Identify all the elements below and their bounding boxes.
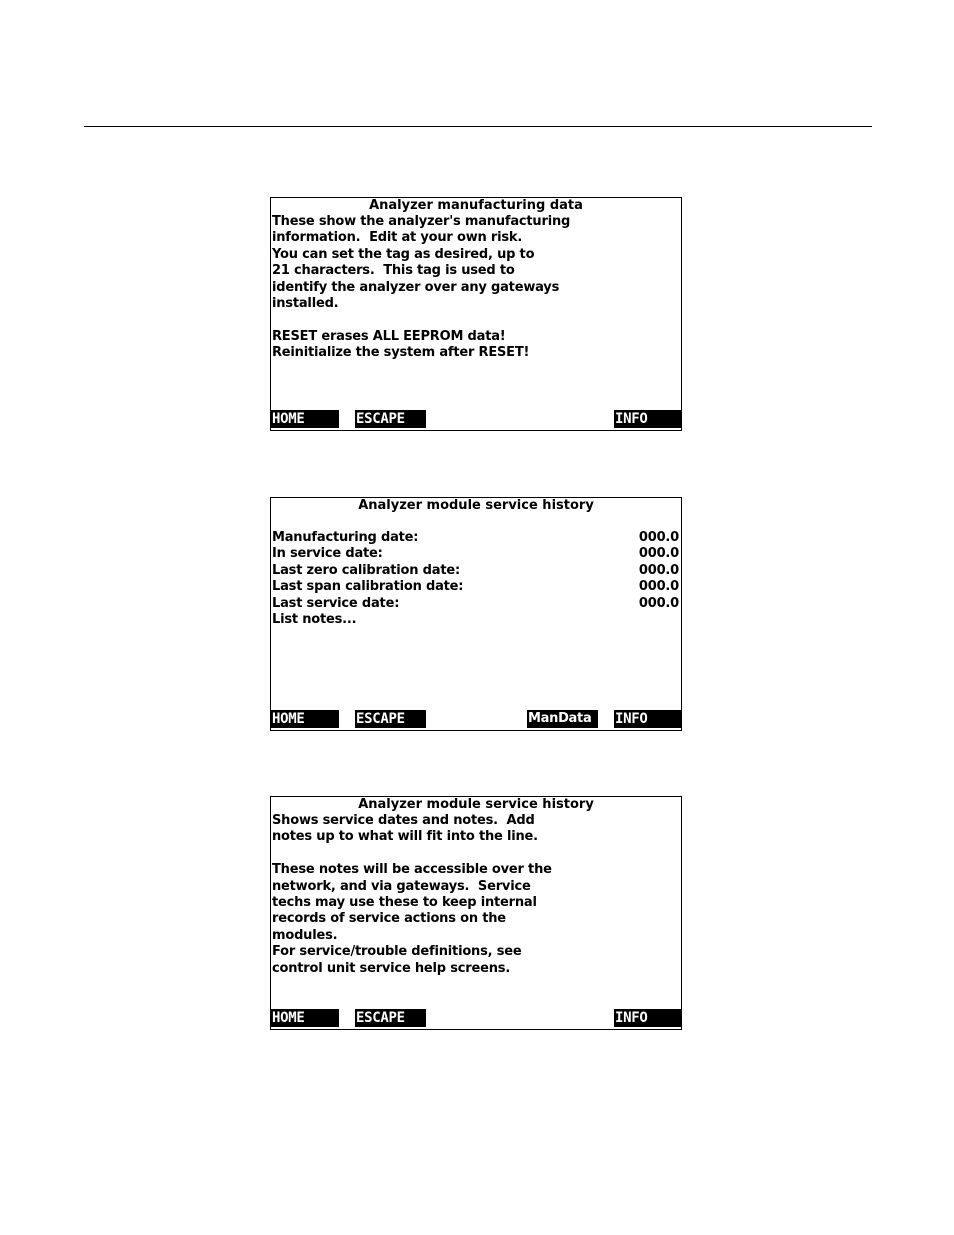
last-service-date-row[interactable] (272, 596, 679, 612)
screen-title: Analyzer module service history (358, 498, 594, 513)
row-label: Last zero calibration date: (272, 562, 460, 578)
info-softkey[interactable]: INFO (614, 710, 682, 728)
service-history-screen (270, 497, 682, 731)
help-line (272, 846, 679, 862)
escape-softkey[interactable]: ESCAPE (355, 710, 426, 728)
home-softkey[interactable]: HOME (271, 710, 339, 728)
row-value: 000.0 (638, 530, 679, 545)
help-text (272, 813, 679, 977)
mandata-softkey[interactable]: ManData (527, 710, 598, 728)
info-softkey[interactable]: INFO (614, 410, 682, 428)
help-line: notes up to what will fit into the line. (272, 829, 538, 845)
row-value: 000.0 (638, 595, 679, 611)
home-softkey[interactable]: HOME (271, 410, 339, 428)
row-value: 000.0 (638, 579, 679, 595)
screen-title: Analyzer manufacturing data (369, 198, 583, 213)
escape-softkey[interactable]: ESCAPE (355, 1009, 426, 1027)
in-service-date-row[interactable] (272, 546, 679, 562)
help-line: network, and via gateways. Service (272, 878, 531, 894)
row-label: Manufacturing date: (272, 530, 419, 545)
screen-title: Analyzer module service history (358, 797, 594, 812)
help-line: techs may use these to keep internal (272, 894, 537, 910)
header-rule (84, 126, 872, 127)
help-line: Shows service dates and notes. Add (272, 813, 535, 828)
help-line: These show the analyzer's manufacturing (272, 214, 571, 229)
help-line: identify the analyzer over any gateways (272, 279, 560, 295)
manufacturing-data-screen (270, 197, 682, 431)
help-line: modules. (272, 927, 338, 943)
row-label: Last service date: (272, 595, 400, 611)
help-line: These notes will be accessible over the (272, 862, 552, 878)
service-history-help-screen (270, 796, 682, 1030)
row-label: In service date: (272, 546, 383, 562)
row-label: Last span calibration date: (272, 579, 464, 595)
help-line: RESET erases ALL EEPROM data! (272, 328, 506, 344)
manufacturing-date-row[interactable] (272, 530, 679, 546)
help-line: control unit service help screens. (272, 960, 511, 976)
info-softkey[interactable]: INFO (614, 1009, 682, 1027)
help-line: records of service actions on the (272, 911, 506, 927)
help-line: Reinitialize the system after RESET! (272, 345, 530, 361)
help-line: information. Edit at your own risk. (272, 230, 523, 246)
service-date-list (272, 530, 679, 628)
help-line (272, 312, 679, 328)
help-line: For service/trouble definitions, see (272, 944, 522, 960)
list-notes-item[interactable]: List notes... (272, 611, 357, 627)
help-line: 21 characters. This tag is used to (272, 263, 515, 279)
help-line: You can set the tag as desired, up to (272, 246, 535, 262)
escape-softkey[interactable]: ESCAPE (355, 410, 426, 428)
last-zero-calibration-row[interactable] (272, 563, 679, 579)
last-span-calibration-row[interactable] (272, 579, 679, 595)
help-line: installed. (272, 295, 339, 311)
help-text (272, 214, 679, 362)
row-value: 000.0 (638, 546, 679, 562)
row-value: 000.0 (638, 562, 679, 578)
home-softkey[interactable]: HOME (271, 1009, 339, 1027)
